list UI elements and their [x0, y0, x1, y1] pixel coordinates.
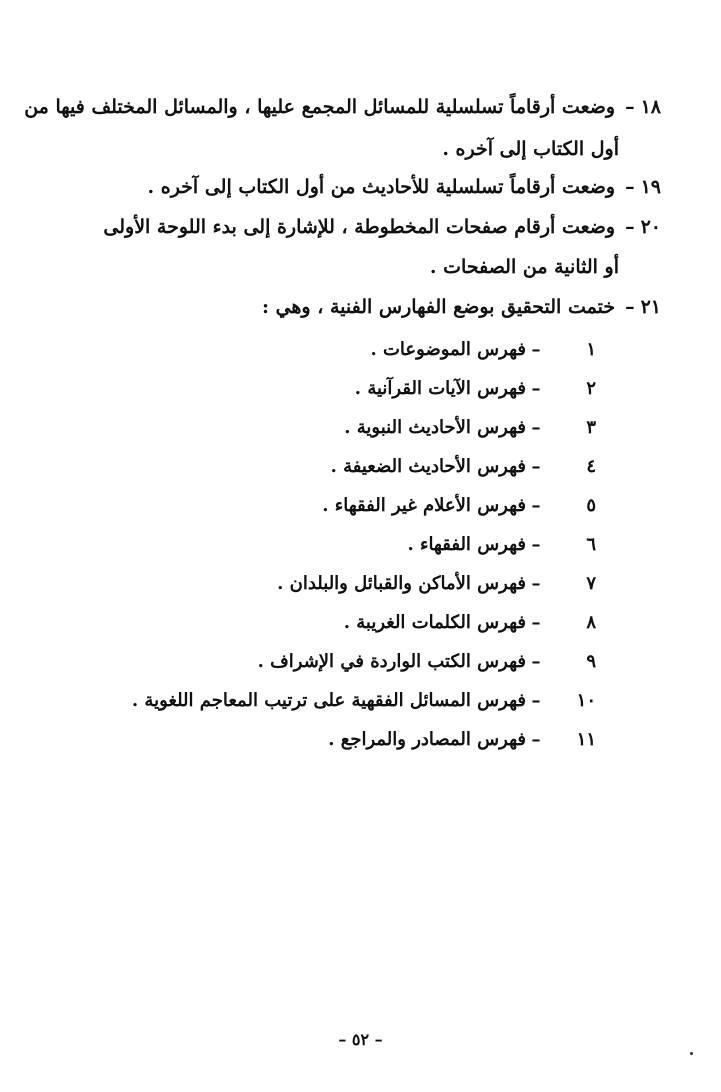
item-text-line1: وضعت أرقام صفحات المخطوطة ، للإشارة إلى بدء اللوحة الأولى [103, 216, 616, 238]
index-number: ٩ [586, 651, 596, 672]
index-text: فهرس الآيات القرآنية . [354, 378, 526, 399]
item-number: ١٨ [640, 96, 661, 118]
item-text-line1: ختمت التحقيق بوضع الفهارس الفنية ، وهي : [261, 296, 616, 318]
index-row [132, 681, 596, 720]
index-dash: – [531, 729, 541, 750]
item-number: ١٩ [640, 176, 661, 198]
item-18 [24, 88, 661, 126]
index-row [132, 447, 596, 486]
item-dash: – [625, 296, 635, 318]
index-text: فهرس الكتب الواردة في الإشراف . [257, 651, 526, 672]
index-text: فهرس الأحاديث الضعيفة . [330, 456, 526, 477]
index-row [132, 369, 596, 408]
index-dash: – [531, 339, 541, 360]
index-row [132, 564, 596, 603]
item-dash: – [625, 216, 635, 238]
index-text: فهرس الأماكن والقبائل والبلدان . [277, 573, 526, 594]
item-dash: – [625, 176, 635, 198]
index-row [132, 642, 596, 681]
index-dash: – [531, 690, 541, 711]
index-dash: – [531, 378, 541, 399]
index-number: ٣ [586, 417, 596, 438]
item-number: ٢٠ [640, 216, 661, 238]
item-19 [81, 168, 661, 206]
item-18-continuation: أول الكتاب إلى آخره . [442, 138, 619, 160]
index-dash: – [531, 573, 541, 594]
index-text: فهرس الموضوعات . [370, 339, 526, 360]
index-number: ٤ [586, 456, 596, 477]
index-number: ٧ [586, 573, 596, 594]
item-dash: – [625, 96, 635, 118]
index-dash: – [531, 612, 541, 633]
index-text: فهرس المسائل الفقهية على ترتيب المعاجم اللغوية . [131, 690, 526, 711]
index-number: ١١ [576, 729, 596, 750]
index-text: فهرس الأحاديث النبوية . [344, 417, 526, 438]
index-row [132, 408, 596, 447]
index-text: فهرس المصادر والمراجع . [328, 729, 526, 750]
index-text: فهرس الأعلام غير الفقهاء . [322, 495, 526, 516]
index-text: فهرس الفقهاء . [407, 534, 526, 555]
index-row [132, 525, 596, 564]
index-dash: – [531, 456, 541, 477]
item-text-line1: وضعت أرقاماً تسلسلية للأحاديث من أول الكتاب إلى آخره . [147, 176, 616, 198]
index-row [132, 603, 596, 642]
index-dash: – [531, 534, 541, 555]
index-number: ٥ [586, 495, 596, 516]
index-number: ٦ [586, 534, 596, 555]
index-dash: – [531, 651, 541, 672]
item-number: ٢١ [640, 296, 661, 318]
index-dash: – [531, 495, 541, 516]
index-row [132, 486, 596, 525]
index-row [132, 720, 596, 759]
index-row [132, 330, 596, 369]
index-number: ١٠ [576, 690, 596, 711]
index-number: ٢ [586, 378, 596, 399]
index-number: ٨ [586, 612, 596, 633]
index-list [132, 330, 596, 759]
item-20-continuation: أو الثانية من الصفحات . [429, 256, 619, 278]
index-text: فهرس الكلمات الغريبة . [343, 612, 526, 633]
index-dash: – [531, 417, 541, 438]
item-21 [81, 288, 661, 326]
index-number: ١ [586, 339, 596, 360]
item-text-line1: وضعت أرقاماً تسلسلية للمسائل المجمع عليها ، والمسائل المختلف فيها من [24, 96, 616, 118]
scan-speck [690, 1052, 693, 1055]
page-number: – ٥٢ – [338, 1030, 383, 1049]
item-20 [81, 208, 661, 246]
